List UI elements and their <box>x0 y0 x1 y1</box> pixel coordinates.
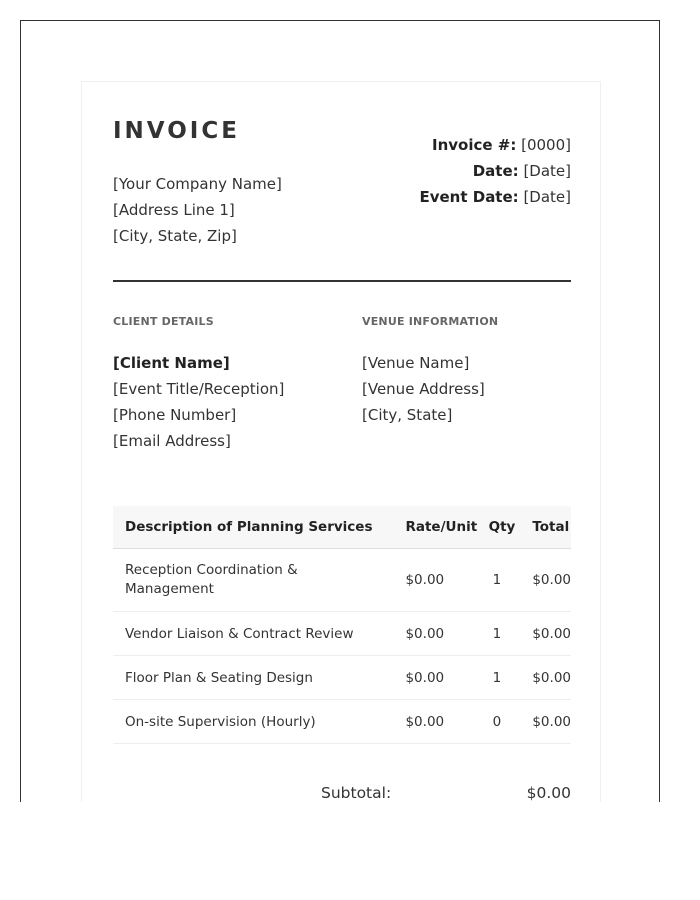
header-divider <box>113 280 571 282</box>
invoice-date-value: [Date] <box>523 162 571 180</box>
client-details-heading: CLIENT DETAILS <box>113 315 214 328</box>
event-date-label: Event Date: <box>419 188 519 206</box>
row-description: Vendor Liaison & Contract Review <box>113 612 405 656</box>
header-qty: Qty <box>489 506 533 549</box>
row-rate: $0.00 <box>405 700 488 744</box>
row-qty: 1 <box>489 612 533 656</box>
document-page <box>20 20 660 802</box>
invoice-number-label: Invoice #: <box>431 136 517 154</box>
client-phone: [Phone Number] <box>113 406 237 424</box>
subtotal-label: Subtotal: <box>321 784 392 802</box>
invoice-date-label: Date: <box>472 162 519 180</box>
invoice-number-value: [0000] <box>521 136 571 154</box>
table-row <box>113 656 571 700</box>
header-rate: Rate/Unit <box>405 506 488 549</box>
invoice-date-row <box>419 158 571 184</box>
row-description: Reception Coordination & Management <box>113 549 405 612</box>
row-total: $0.00 <box>532 656 571 700</box>
company-name: [Your Company Name] <box>113 175 282 193</box>
event-date-row <box>419 184 571 210</box>
row-total: $0.00 <box>532 549 571 612</box>
client-details <box>113 350 284 454</box>
venue-address: [Venue Address] <box>362 380 485 398</box>
company-city-state-zip: [City, State, Zip] <box>113 227 237 245</box>
invoice-title: INVOICE <box>113 118 240 144</box>
client-name: [Client Name] <box>113 354 230 372</box>
row-qty: 1 <box>489 656 533 700</box>
table-row <box>113 700 571 744</box>
invoice-meta <box>419 132 571 210</box>
venue-information <box>362 350 485 428</box>
table-row <box>113 612 571 656</box>
services-table <box>113 506 571 744</box>
client-event-title: [Event Title/Reception] <box>113 380 285 398</box>
row-description: Floor Plan & Seating Design <box>113 656 405 700</box>
invoice-sheet <box>81 81 601 802</box>
header-total: Total <box>532 506 571 549</box>
row-qty: 0 <box>489 700 533 744</box>
event-date-value: [Date] <box>523 188 571 206</box>
table-row <box>113 549 571 612</box>
row-rate: $0.00 <box>405 656 488 700</box>
table-header-row <box>113 506 571 549</box>
row-total: $0.00 <box>532 700 571 744</box>
venue-name: [Venue Name] <box>362 354 470 372</box>
row-total: $0.00 <box>532 612 571 656</box>
header-description: Description of Planning Services <box>113 506 405 549</box>
row-qty: 1 <box>489 549 533 612</box>
invoice-number-row <box>419 132 571 158</box>
venue-city-state: [City, State] <box>362 406 453 424</box>
row-rate: $0.00 <box>405 549 488 612</box>
row-rate: $0.00 <box>405 612 488 656</box>
venue-information-heading: VENUE INFORMATION <box>362 315 499 328</box>
subtotal-value: $0.00 <box>526 784 571 802</box>
company-info <box>113 171 282 249</box>
client-email: [Email Address] <box>113 432 231 450</box>
company-address-line1: [Address Line 1] <box>113 201 235 219</box>
row-description: On-site Supervision (Hourly) <box>113 700 405 744</box>
